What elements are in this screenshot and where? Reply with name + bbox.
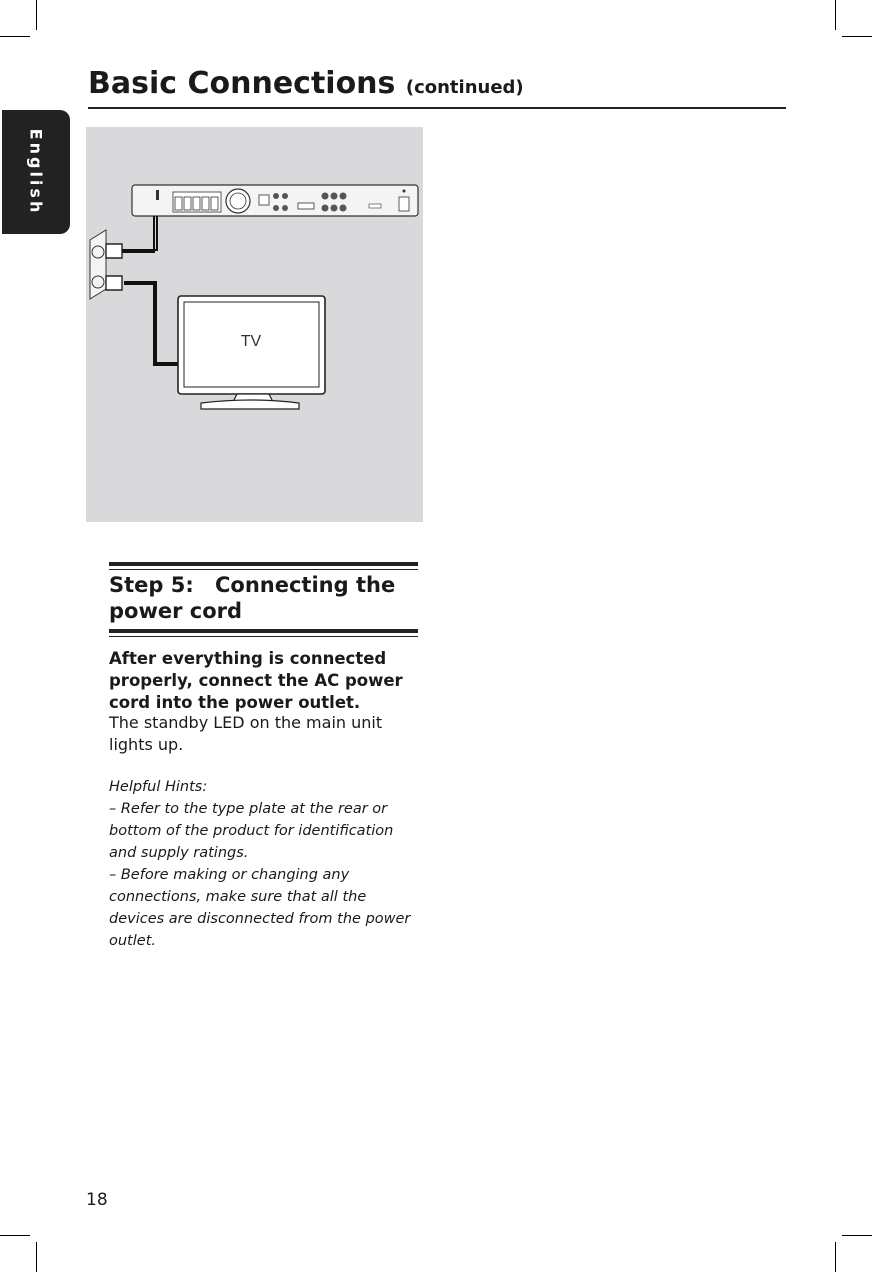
section-rule-top-thick <box>109 562 418 566</box>
section-rule-bottom-thin <box>109 636 418 637</box>
main-unit-rear-panel <box>132 185 418 216</box>
connection-diagram <box>86 127 423 522</box>
crop-mark <box>36 1242 37 1272</box>
page-title <box>88 66 524 101</box>
result-text: The standby LED on the main unit lights up. <box>109 713 383 754</box>
hints-heading: Helpful Hints: <box>109 779 208 795</box>
language-tab-label: English <box>26 128 46 216</box>
connection-illustration <box>86 127 423 522</box>
section-rule-top-thin <box>109 569 418 570</box>
power-cords <box>120 216 178 365</box>
title-rule <box>88 107 786 109</box>
crop-mark <box>842 1235 872 1236</box>
page-number: 18 <box>86 1190 108 1210</box>
step-heading <box>109 572 419 624</box>
television <box>178 296 325 409</box>
crop-mark <box>0 1235 30 1236</box>
step-number: Step 5: <box>109 573 194 597</box>
crop-mark <box>36 0 37 30</box>
helpful-hints <box>109 776 414 952</box>
page-title-text: Basic Connections <box>88 66 396 101</box>
step-title: Connecting the power cord <box>109 573 396 623</box>
crop-mark <box>0 36 30 37</box>
hint-item: – Before making or changing any connections, make sure that all the devices are disconnected from the power outlet. <box>109 867 411 949</box>
instruction-text: After everything is connected properly, connect the AC power cord into the power outlet. <box>109 649 403 712</box>
hint-item: – Refer to the type plate at the rear or bottom of the product for identification and supply ratings. <box>109 801 394 861</box>
section-rule-bottom-thick <box>109 629 418 633</box>
language-tab <box>2 110 70 234</box>
wall-outlet <box>90 230 122 299</box>
page-title-suffix: (continued) <box>405 77 524 98</box>
tv-label: TV <box>240 333 262 350</box>
crop-mark <box>835 0 836 30</box>
crop-mark <box>842 36 872 37</box>
crop-mark <box>835 1242 836 1272</box>
